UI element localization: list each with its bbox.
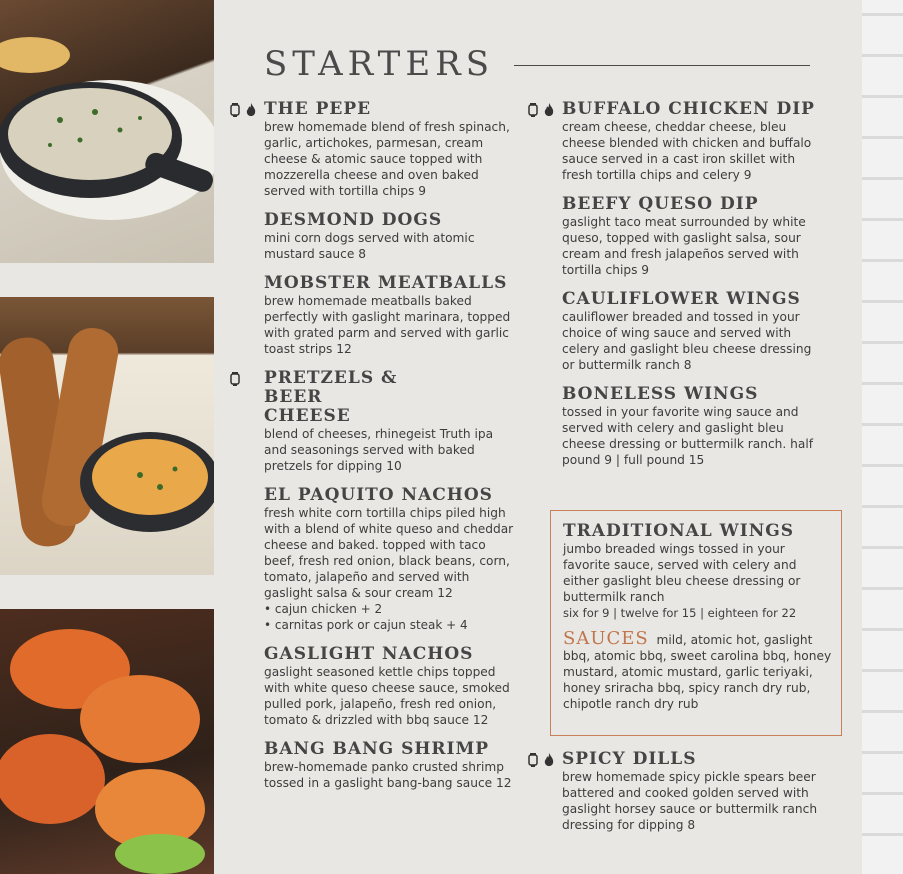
sauces-list: mild, atomic hot, gaslight bbq, atomic bbq, sweet carolina bbq, honey mustard, atomic mustard, garlic teriyaki, honey sriracha bbq, spicy ranch dry rub, chipotle ranch dry rub [563,633,832,711]
menu-item-traditional-wings [563,522,833,712]
item-icons [526,102,556,118]
item-description: brew homemade meatballs baked perfectly with gaslight marinara, topped with grated parm and served with garlic toast strips 12 [264,294,511,356]
item-name: GASLIGHT NACHOS [264,644,474,664]
item-description: cauliflower breaded and tossed in your choice of wing sauce and served with celery and gaslight bleu cheese dressing or buttermilk ranch 8 [562,310,812,372]
lantern-icon [228,102,242,118]
item-name: TRADITIONAL WINGS [563,521,795,541]
menu-item-spicy-dills [562,750,824,833]
flame-icon [542,102,556,118]
item-name: BEEFY QUESO DIP [562,194,759,214]
menu-item-beefy-queso-dip [562,195,822,278]
item-description: cream cheese, cheddar cheese, bleu cheese blended with chicken and buffalo sauce served in a cast iron skillet with fresh tortilla chips and celery 9 [562,120,812,182]
item-icons [228,102,258,118]
sauces-label: SAUCES [563,628,649,649]
item-name: DESMOND DOGS [264,210,443,230]
right-column [562,100,822,480]
lantern-icon [526,102,540,118]
addon-option: • cajun chicken + 2 [264,602,383,616]
menu-item-boneless-wings [562,385,822,468]
item-description: brew-homemade panko crusted shrimp tossed in a gaslight bang-bang sauce 12 [264,760,512,790]
menu-item-buffalo-chicken-dip [562,100,822,183]
menu-item-el-paquito-nachos [264,486,514,633]
item-prices: six for 9 | twelve for 15 | eighteen for 22 [563,606,797,620]
left-column [264,100,514,803]
pretzels-photo [0,297,214,575]
lantern-icon [228,371,242,387]
item-description: jumbo breaded wings tossed in your favorite sauce, served with celery and either gaslight bleu cheese dressing or buttermilk ranch [563,542,801,604]
flame-icon [244,102,258,118]
menu-item-cauliflower-wings [562,290,822,373]
menu-item-the-pepe [264,100,514,199]
flame-icon [542,752,556,768]
menu-item-gaslight-nachos [264,645,514,728]
chicken-wings-photo [0,609,214,874]
item-description: blend of cheeses, rhinegeist Truth ipa and seasonings served with baked pretzels for dipping 10 [264,427,494,473]
item-description: brew homemade spicy pickle spears beer battered and cooked golden served with gaslight horsey sauce or buttermilk ranch dressing for dipping 8 [562,770,818,832]
item-description: tossed in your favorite wing sauce and served with celery and gaslight bleu cheese dressing or buttermilk ranch. half pound 9 | full pound 15 [562,405,814,467]
section-title: STARTERS [264,44,495,84]
item-description: gaslight taco meat surrounded by white queso, topped with gaslight salsa, sour cream and fresh jalapeños served with tortilla chips 9 [562,215,806,277]
addon-option: • carnitas pork or cajun steak + 4 [264,618,468,632]
photo-column [0,0,214,874]
menu-item-pretzels-beer-cheese [264,369,514,474]
item-name: SPICY DILLS [562,749,697,769]
lantern-icon [526,752,540,768]
item-name: PRETZELS & BEER CHEESE [264,368,398,426]
menu-item-desmond-dogs [264,211,514,262]
title-rule [514,65,810,66]
item-name: CAULIFLOWER WINGS [562,289,801,309]
item-description: gaslight seasoned kettle chips topped with white queso cheese sauce, smoked pulled pork, jalapeño, fresh red onion, tomato & drizzled with bbq sauce 12 [264,665,510,727]
item-name: BONELESS WINGS [562,384,759,404]
menu-item-bang-bang-shrimp [264,740,514,791]
sauces-line [563,628,833,712]
item-name: BUFFALO CHICKEN DIP [562,99,815,119]
brick-wall-border [862,0,903,874]
item-icons [526,752,556,768]
item-name: THE PEPE [264,99,372,119]
item-name: EL PAQUITO NACHOS [264,485,493,505]
item-description: brew homemade blend of fresh spinach, garlic, artichokes, parmesan, cream cheese & atomic sauce topped with mozzerella cheese and oven baked served with tortilla chips 9 [264,120,510,198]
item-name: BANG BANG SHRIMP [264,739,490,759]
item-name: MOBSTER MEATBALLS [264,273,508,293]
item-description: mini corn dogs served with atomic mustard sauce 8 [264,231,475,261]
item-icons [228,371,242,387]
item-description: fresh white corn tortilla chips piled high with a blend of white queso and cheddar cheese and baked. topped with taco beef, fresh red onion, black beans, corn, tomato, jalapeño and served with gaslight salsa & sour cream 12 [264,506,514,600]
spinach-dip-photo [0,0,214,263]
menu-item-mobster-meatballs [264,274,514,357]
